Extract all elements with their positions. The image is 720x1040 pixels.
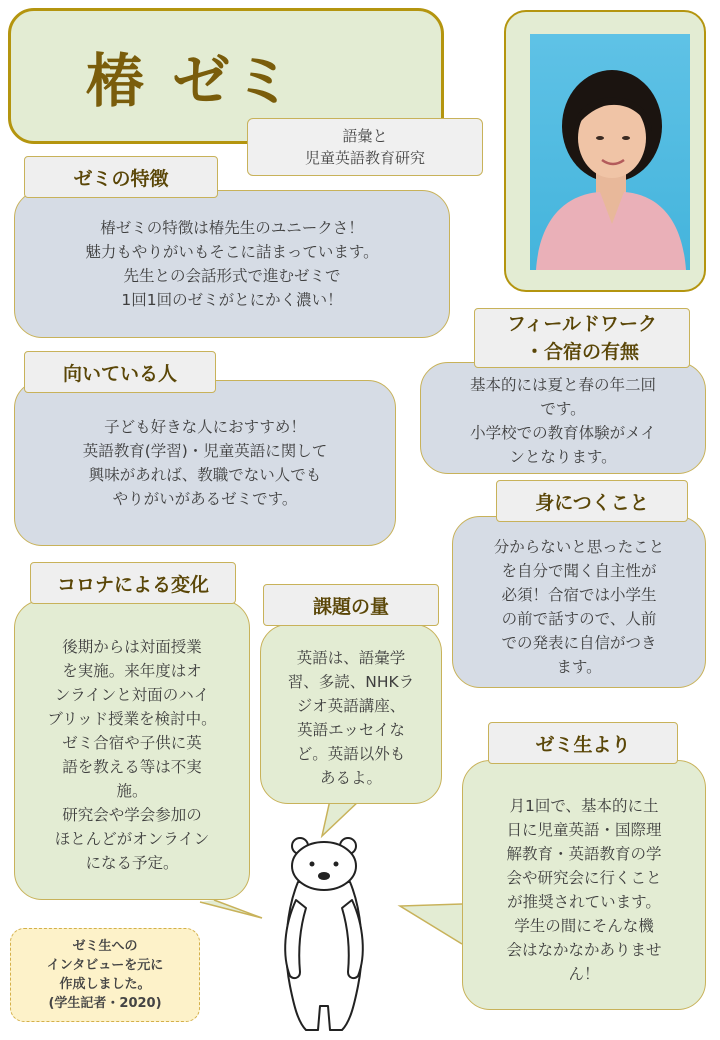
assignments-label: 課題の量 — [263, 584, 439, 626]
students-line: 月1回で、基本的に土 — [509, 797, 659, 815]
note-line: ゼミ生への — [72, 939, 138, 954]
suited-line: 興味があれば、教職でない人でも — [88, 466, 322, 484]
skills-line: を自分で聞く自主性が — [501, 562, 657, 580]
students-line: が推奨されています。 — [507, 893, 661, 911]
students-line: 会はなかなかありませ — [506, 941, 662, 959]
corona-line: ほとんどがオンライン — [54, 830, 210, 848]
skills-line: 必須！合宿では小学生 — [501, 586, 657, 604]
students-line: ん！ — [568, 965, 600, 983]
fieldwork-label — [474, 308, 690, 368]
note-line: インタビューを元に — [46, 958, 164, 973]
features-line: 先生との会話形式で進むゼミで — [123, 267, 341, 285]
corona-box — [14, 600, 250, 900]
suited-label: 向いている人 — [24, 351, 216, 393]
suited-box — [14, 380, 396, 546]
students-line: 解教育・英語教育の学 — [506, 845, 662, 863]
skills-label: 身につくこと — [496, 480, 688, 522]
students-line: 日に児童英語・国際理 — [506, 821, 662, 839]
corona-line: ンラインと対面のハイ — [54, 686, 210, 704]
skills-line: 分からないと思ったこと — [493, 538, 665, 556]
fieldwork-label-line: ・合宿の有無 — [524, 341, 639, 363]
students-line: 会や研究会に行くこと — [506, 869, 662, 887]
fieldwork-box — [420, 362, 706, 474]
assignments-line: 習、多読、NHKラ — [287, 673, 415, 691]
features-line: 椿ゼミの特徴は椿先生のユニークさ！ — [100, 219, 364, 237]
fieldwork-line: です。 — [540, 400, 586, 418]
page-title: 椿 ゼミ — [85, 47, 297, 115]
fieldwork-line: 基本的には夏と春の年二回 — [469, 376, 656, 394]
corona-line: 研究会や学会参加の — [62, 806, 202, 824]
corona-line: になる予定。 — [85, 854, 179, 872]
fieldwork-label-line: フィールドワーク — [506, 313, 658, 335]
skills-line: ます。 — [556, 658, 602, 676]
features-box — [14, 190, 450, 338]
corona-line: 語を教える等は不実 — [62, 758, 202, 776]
corona-line: 施。 — [116, 782, 148, 800]
features-label: ゼミの特徴 — [24, 156, 218, 198]
note-line: 作成しました。 — [59, 977, 151, 992]
features-line: 魅力もやりがいもそこに詰まっています。 — [85, 243, 379, 261]
suited-line: やりがいがあるゼミです。 — [112, 490, 298, 508]
corona-line: 後期からは対面授業 — [62, 638, 202, 656]
students-line: 学生の間にそんな機 — [514, 917, 654, 935]
fieldwork-line: 小学校での教育体験がメイ — [470, 424, 656, 442]
fieldwork-line: ンとなります。 — [509, 448, 617, 466]
subtitle-line: 語彙と — [342, 127, 388, 145]
polar-bear-illustration — [268, 836, 380, 1036]
students-box — [462, 760, 706, 1010]
corona-line: を実施。来年度はオ — [62, 662, 202, 680]
assignments-line: 英語エッセイな — [297, 721, 405, 739]
assignments-line: 英語は、語彙学 — [296, 649, 406, 667]
assignments-line: あるよ。 — [319, 769, 382, 787]
corona-line: ゼミ合宿や子供に英 — [62, 734, 202, 752]
assignments-box — [260, 624, 442, 804]
skills-line: の前で話すので、人前 — [501, 610, 657, 628]
subtitle-line: 児童英語教育研究 — [304, 149, 425, 167]
features-line: 1回1回のゼミがとにかく濃い！ — [121, 291, 343, 309]
skills-line: での発表に自信がつき — [501, 634, 657, 652]
students-label: ゼミ生より — [488, 722, 678, 764]
note-line: (学生記者・2020) — [48, 996, 162, 1011]
assignments-line: ジオ英語講座、 — [296, 697, 406, 715]
corona-line: ブリッド授業を検討中。 — [47, 710, 217, 728]
corona-label: コロナによる変化 — [30, 562, 236, 604]
assignments-line: ど。英語以外も — [296, 745, 406, 763]
suited-line: 子ども好きな人におすすめ！ — [104, 418, 306, 436]
suited-line: 英語教育(学習)・児童英語に関して — [82, 442, 328, 460]
skills-box — [452, 516, 706, 688]
